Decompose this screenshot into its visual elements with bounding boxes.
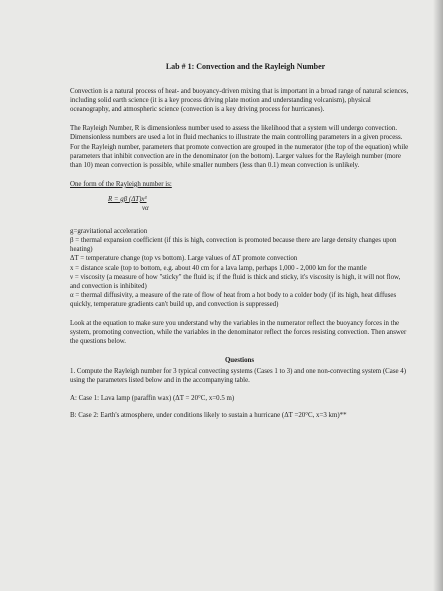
definition-item: ΔT = temperature change (top vs bottom). Large values of ΔT promote convection (70, 255, 298, 263)
definition-item: x = distance scale (top to bottom, e.g. about 40 cm for a lava lamp, perhaps 1,000 - 2,000 km for the mantle (70, 264, 367, 272)
questions-heading: Questions (224, 357, 255, 365)
page-edge-shadow (433, 0, 443, 591)
question-1: 1. Compute the Rayleigh number for 3 typical convecting systems (Cases 1 to 3) and one non-convecting system (Case 4) using the parameters listed below and in the accompanying table. (70, 368, 407, 385)
definition-item: β = thermal expansion coefficient (if this is high, convection is promoted because there are large density changes upon heating) (70, 237, 397, 254)
definitions-list (70, 227, 409, 309)
formula-intro: One form of the Rayleigh number is: (70, 180, 172, 188)
definition-item: ν = viscosity (a measure of how "sticky" the fluid is; if the fluid is thick and sticky, it's viscosity is high, it will not flow, and convection is inhibited) (70, 273, 401, 290)
rayleigh-paragraph: The Rayleigh Number, R is dimensionless number used to assess the likelihood that a system will undergo convection. Dimensionless numbers are used a lot in fluid mechanics to illustrate the main controlling parameters in a given process. For the Rayleigh number, parameters that promote convection are grouped in the numerator (the top of the equation) while parameters that inhibit convection are in the denominator (on the bottom). Larger values for the Rayleigh number (more than 10) mean convection is possible, while smaller numbers (less than 0.1) mean convection is unlikely. (70, 125, 409, 169)
definition-item: g=gravitational acceleration (70, 228, 148, 236)
intro-paragraph: Convection is a natural process of heat- and buoyancy-driven mixing that is important in a broad range of natural sciences, including solid earth science (it is a key process driving plate motion and understanding volcanism), physical oceanography, and atmospheric science (convection is a key driving process for hurricanes). (70, 88, 409, 114)
questions-section (70, 367, 409, 419)
formula-denominator: να (142, 205, 149, 213)
page-title: Lab # 1: Convection and the Rayleigh Number (165, 62, 326, 71)
formula-numerator: R = gβ (ΔT)x³ (108, 195, 147, 203)
instructions-paragraph: Look at the equation to make sure you understand why the variables in the numerator reflect the buoyancy forces in the system, promoting convection, while the variables in the denominator reflect the forces resisting convection. Then answer the questions below. (70, 319, 407, 346)
definition-item: α = thermal diffusivity, a measure of the rate of flow of heat from a hot body to a colder body (if its high, heat diffuses quickly, temperature gradients can't build up, and convection is suppressed) (70, 291, 397, 308)
case-b: B: Case 2: Earth's atmosphere, under conditions likely to sustain a hurricane (ΔT =20°C, x=3 km)** (70, 411, 347, 419)
case-a: A: Case 1: Lava lamp (paraffin wax) (ΔT = 20°C, x=0.5 m) (70, 394, 235, 402)
